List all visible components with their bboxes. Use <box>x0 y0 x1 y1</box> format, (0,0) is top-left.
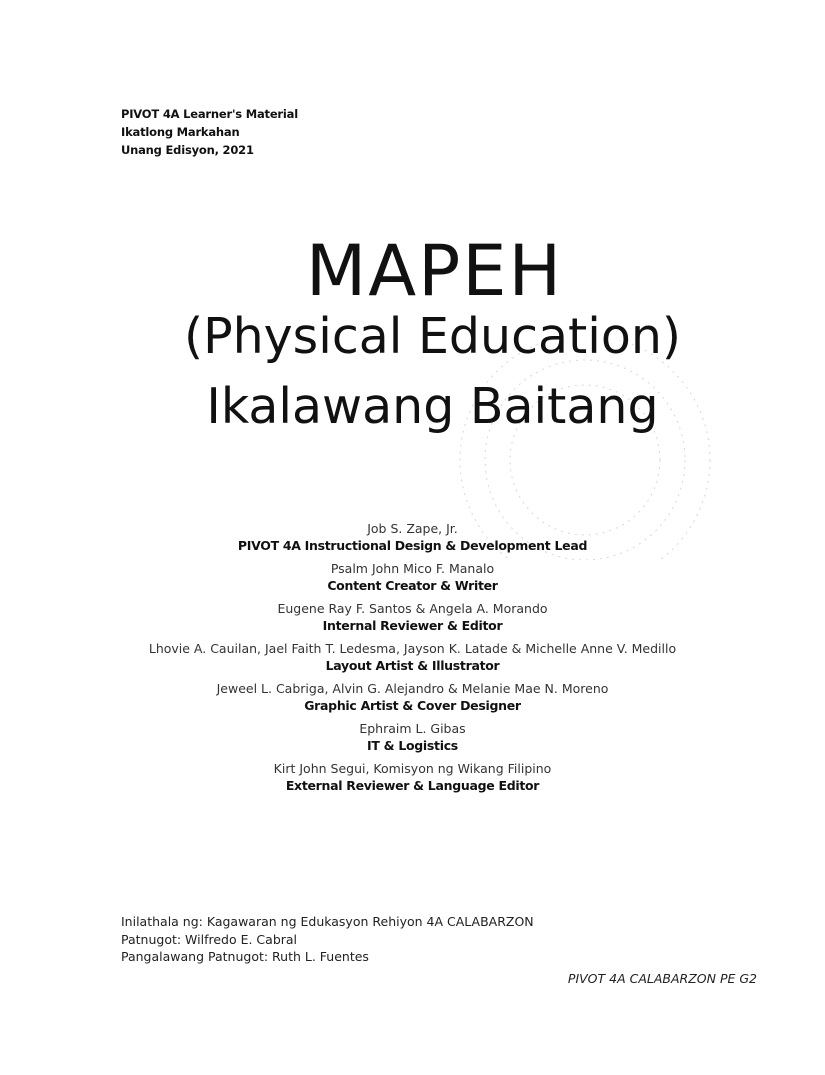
credit-role: Internal Reviewer & Editor <box>322 618 503 633</box>
credit-name: Ephraim L. Gibas <box>359 721 466 736</box>
editor-line: Patnugot: Wilfredo E. Cabral <box>121 931 298 947</box>
material-label: PIVOT 4A Learner's Material <box>121 107 298 121</box>
credit-name: Psalm John Mico F. Manalo <box>330 561 495 576</box>
associate-editor-line: Pangalawang Patnugot: Ruth L. Fuentes <box>121 949 369 964</box>
header-block <box>121 105 298 159</box>
credit-entry <box>0 760 825 794</box>
credit-name: Job S. Zape, Jr. <box>367 521 458 536</box>
publication-info <box>121 913 534 966</box>
credit-name: Jeweel L. Cabriga, Alvin G. Alejandro & Melanie Mae N. Moreno <box>216 681 609 696</box>
credit-name: Kirt John Segui, Komisyon ng Wikang Filipino <box>273 761 552 776</box>
credit-role: PIVOT 4A Instructional Design & Development Lead <box>237 538 588 553</box>
subject-title: (Physical Education) <box>183 308 682 365</box>
credit-role: Layout Artist & Illustrator <box>325 658 500 673</box>
credit-entry <box>0 640 825 674</box>
credits-list <box>0 520 825 800</box>
credit-entry <box>0 600 825 634</box>
edition-label: Unang Edisyon, 2021 <box>121 143 254 157</box>
credit-role: IT & Logistics <box>367 738 458 753</box>
credit-entry <box>0 560 825 594</box>
credit-entry <box>0 680 825 714</box>
credit-name: Lhovie A. Cauilan, Jael Faith T. Ledesma, Jayson K. Latade & Michelle Anne V. Medillo <box>148 641 677 656</box>
quarter-label: Ikatlong Markahan <box>121 125 240 139</box>
credit-entry <box>0 520 825 554</box>
credit-role: Content Creator & Writer <box>327 578 498 593</box>
credit-entry <box>0 720 825 754</box>
page-title: MAPEH <box>305 230 564 312</box>
publisher-line: Inilathala ng: Kagawaran ng Edukasyon Rehiyon 4A CALABARZON <box>121 914 534 929</box>
credit-role: Graphic Artist & Cover Designer <box>304 698 521 713</box>
grade-title: Ikalawang Baitang <box>206 378 659 435</box>
credit-name: Eugene Ray F. Santos & Angela A. Morando <box>277 601 548 616</box>
page-code: PIVOT 4A CALABARZON PE G2 <box>567 971 757 986</box>
credit-role: External Reviewer & Language Editor <box>285 778 540 793</box>
